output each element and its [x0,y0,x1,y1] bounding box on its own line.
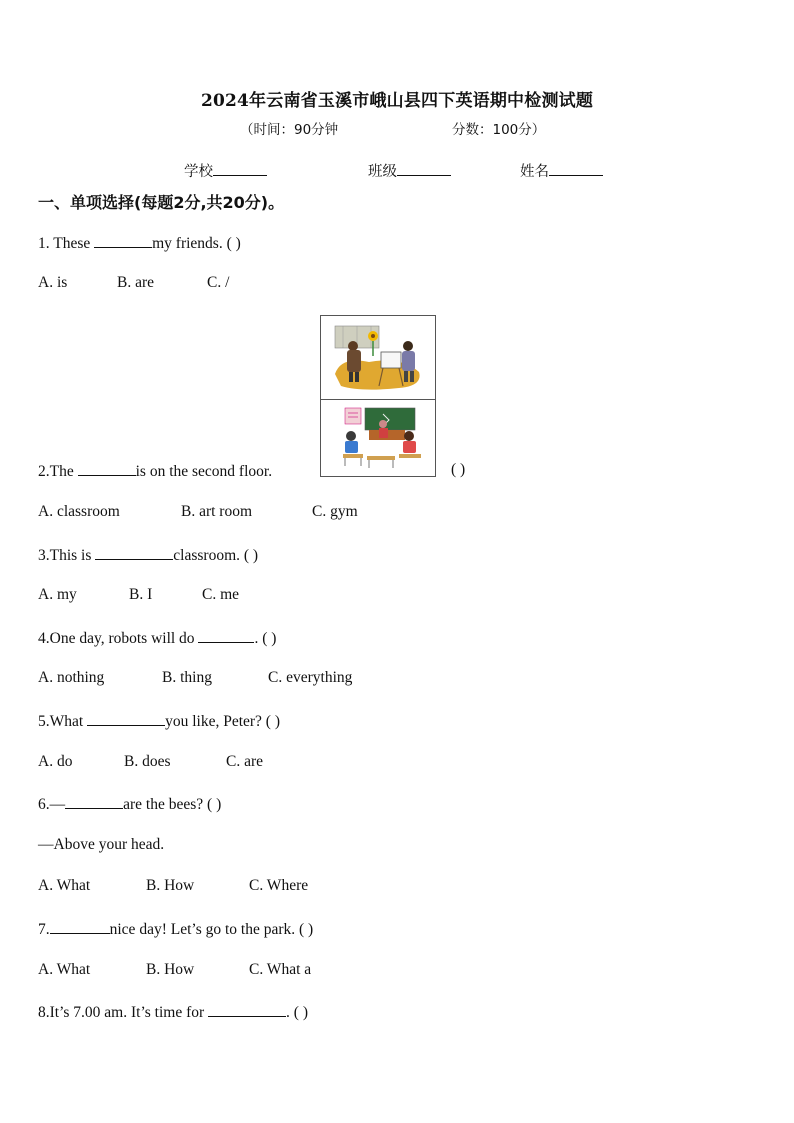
question-6-answer-line: —Above your head. [38,836,165,853]
option-c[interactable]: C. me [202,586,240,603]
question-text: are the bees? ( ) [123,796,222,813]
question-2-paren[interactable]: ( ) [451,461,466,478]
question-2 [38,461,272,481]
question-text: 1. These [38,235,95,252]
option-b[interactable]: B. How [146,877,195,894]
question-text: my friends. ( ) [152,235,241,252]
option-a[interactable]: A. is [38,274,68,291]
name-blank[interactable] [549,161,603,176]
name-field [520,160,603,181]
answer-blank[interactable] [94,233,152,248]
options-2 [38,503,358,521]
question-8 [38,1002,308,1022]
option-b[interactable]: B. are [117,274,155,291]
exam-score: 分数：100分） [452,122,546,138]
class-blank[interactable] [397,161,451,176]
question-1 [38,233,241,253]
option-c[interactable]: C. Where [249,877,309,894]
page-title: 2024年云南省玉溪市峨山县四下英语期中检测试题 [200,91,594,111]
exam-time: （时间：90分钟 [240,122,339,138]
question-7 [38,919,313,939]
option-c[interactable]: C. everything [268,669,353,686]
option-c[interactable]: C. gym [312,503,358,520]
option-a[interactable]: A. classroom [38,503,120,520]
class-field [368,160,451,181]
question-text: 7. [38,921,50,938]
option-b[interactable]: B. does [124,753,171,770]
art-room-picture [320,315,436,400]
answer-blank[interactable] [208,1002,286,1017]
question-text: nice day! Let’s go to the park. ( ) [109,921,314,938]
question-text: classroom. ( ) [173,547,259,564]
option-a[interactable]: A. do [38,753,73,770]
answer-blank[interactable] [198,628,254,643]
classroom-illustration-icon [321,400,435,476]
school-label: 学校 [184,164,213,180]
classroom-picture [320,399,436,477]
question-text: 4.One day, robots will do [38,630,199,647]
class-label: 班级 [368,164,397,180]
question-text: 8.It’s 7.00 am. It’s time for [38,1004,209,1021]
option-c[interactable]: C. / [207,274,230,291]
art-room-illustration-icon [321,316,435,399]
answer-blank[interactable] [87,711,165,726]
options-4 [38,669,352,687]
answer-blank[interactable] [95,545,173,560]
options-5 [38,753,263,771]
option-a[interactable]: A. What [38,961,91,978]
option-b[interactable]: B. How [146,961,195,978]
question-text: 5.What [38,713,88,730]
option-b[interactable]: B. thing [162,669,212,686]
answer-blank[interactable] [65,794,123,809]
question-6 [38,794,221,814]
question-text: you like, Peter? ( ) [165,713,280,730]
option-c[interactable]: C. are [226,753,264,770]
question-text: 3.This is [38,547,96,564]
school-blank[interactable] [213,161,267,176]
question-text: 2.The [38,463,78,480]
answer-blank[interactable] [78,461,136,476]
question-text: is on the second floor. [135,463,273,480]
option-a[interactable]: A. What [38,877,91,894]
school-field [184,160,267,181]
options-7 [38,961,311,979]
question-4 [38,628,276,648]
option-a[interactable]: A. nothing [38,669,105,686]
option-b[interactable]: B. I [129,586,153,603]
question-3 [38,545,258,565]
options-6 [38,877,308,895]
section-title: 一、单项选择(每题2分,共20分)。 [38,193,285,212]
question-5 [38,711,280,731]
options-3 [38,586,239,604]
answer-blank[interactable] [50,919,110,934]
options-1 [38,274,229,292]
question-text: . ( ) [254,630,277,647]
question-text: 6.— [38,796,66,813]
question-text: . ( ) [286,1004,308,1021]
option-c[interactable]: C. What a [249,961,312,978]
option-b[interactable]: B. art room [181,503,253,520]
name-label: 姓名 [520,164,549,180]
option-a[interactable]: A. my [38,586,77,603]
